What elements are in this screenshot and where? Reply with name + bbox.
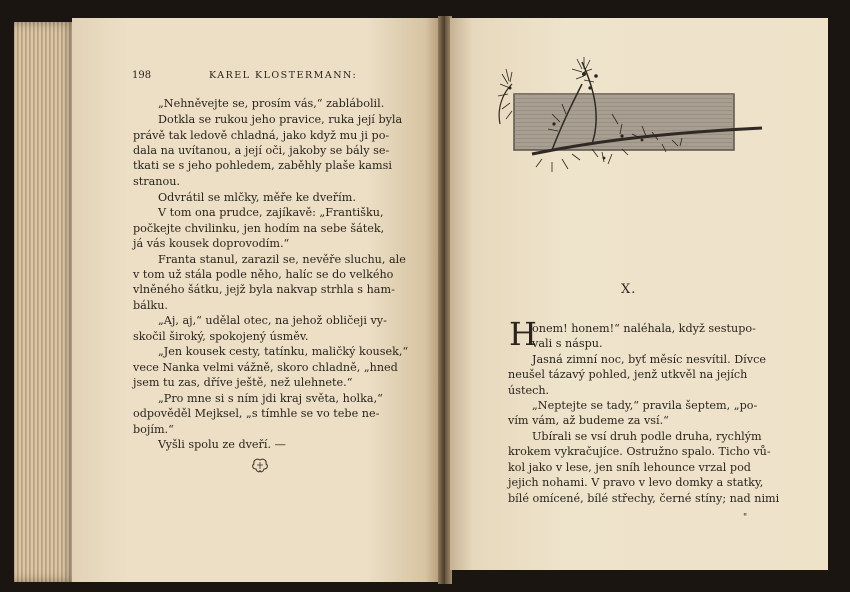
text-line: „Jen kousek cesty, tatínku, maličký kousek,“: [158, 345, 409, 358]
drop-cap-letter: H: [509, 315, 537, 353]
text-line: bílé omícené, bílé střechy, černé stíny; nad nimi: [508, 492, 780, 505]
text-line: „Aj, aj,“ udělal otec, na jehož obličeji vy-: [158, 314, 387, 327]
text-line: Vyšli spolu ze dveří. —: [158, 438, 286, 451]
text-line: dala na uvítanou, a její oči, jakoby se bály se-: [133, 144, 390, 157]
text-line: neušel tázavý pohled, jenž utkvěl na jejích: [508, 368, 748, 381]
text-line: V tom ona prudce, zajíkavě: „Františku,: [158, 206, 384, 219]
text-line: právě tak ledově chladná, jako když mu ji po-: [133, 129, 390, 142]
text-line: jsem tu zas, dříve ještě, než ulehnete.“: [133, 376, 353, 389]
text-line: skočil široký, spokojený úsměv.: [133, 330, 309, 343]
text-line: ústech.: [508, 384, 550, 397]
text-line: krokem vykračujíce. Ostružno spalo. Ticho vů-: [508, 445, 771, 458]
end-ornament-icon: [251, 458, 269, 474]
text-line: vlněného šátku, jejž byla nakvap strhla s ham-: [133, 283, 395, 296]
text-line: Ubírali se vsí druh podle druha, rychlým: [532, 430, 762, 443]
running-head: KAREL KLOSTERMANN:: [209, 70, 358, 81]
text-line: „Nehněvejte se, prosím vás,“ zablábolil.: [158, 97, 385, 110]
text-line: bálku.: [133, 299, 168, 312]
text-line: bojím.“: [133, 423, 174, 436]
text-line: odpověděl Mejksel, „s tímhle se vo tebe ne-: [133, 407, 380, 420]
text-line: Franta stanul, zarazil se, nevěře sluchu, ale: [158, 253, 406, 266]
text-line: kol jako v lese, jen sníh lehounce vrzal pod: [508, 461, 751, 474]
text-line: Dotkla se rukou jeho pravice, ruka její byla: [158, 113, 403, 126]
text-line: onem! honem!“ naléhala, když sestupo-: [532, 322, 756, 335]
text-line: vím vám, až budeme za vsí.“: [508, 414, 669, 427]
page-footer-mark: ": [743, 513, 748, 523]
text-line: vece Nanka velmi vážně, skoro chladně, „hned: [133, 361, 398, 374]
page-number: 198: [132, 70, 152, 81]
text-line: Jasná zimní noc, byť měsíc nesvítil. Dívce: [532, 353, 766, 366]
text-line: jejich nohami. V pravo v levo domky a statky,: [508, 476, 764, 489]
text-line: počkejte chvilinku, jen hodím na sebe šátek,: [133, 222, 385, 235]
text-line: „Pro mne si s ním jdi kraj světa, holka,“: [158, 392, 383, 405]
text-line: Odvrátil se mlčky, měře ke dveřím.: [158, 191, 356, 204]
pine-branch-illustration: [492, 54, 764, 182]
text-line: „Neptejte se tady,“ pravila šeptem, „po-: [532, 399, 758, 412]
text-line: v tom už stála podle něho, halíc se do velkého: [133, 268, 394, 281]
text-line: vali s náspu.: [532, 337, 603, 350]
page-block-edge: [14, 22, 76, 582]
text-line: stranou.: [133, 175, 180, 188]
text-line: tkati se s jeho pohledem, zaběhly plaše kamsi: [133, 159, 392, 172]
text-line: já vás kousek doprovodím.“: [133, 237, 290, 250]
chapter-number: X.: [621, 282, 637, 297]
